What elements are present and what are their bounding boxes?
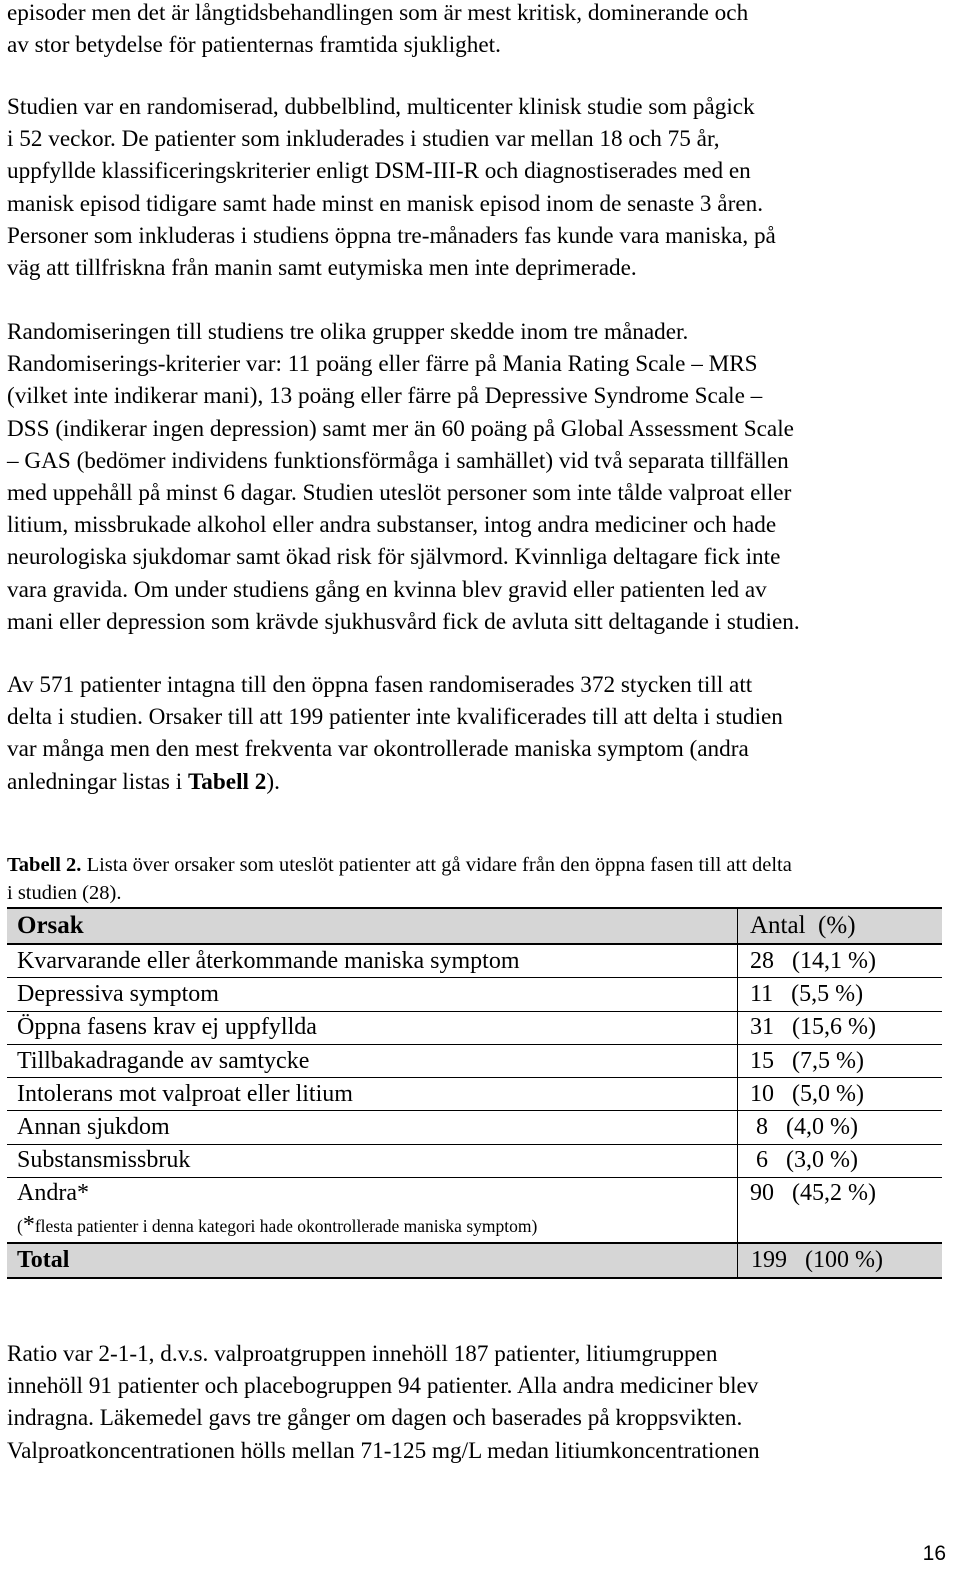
text-line: väg att tillfriskna från manin samt eutymiska men inte deprimerade. (7, 255, 637, 282)
table-row (7, 1044, 942, 1077)
caption-line: i studien (28). (7, 882, 122, 904)
cell-reason: Substansmissbruk (7, 1144, 738, 1177)
text-line: episoder men det är långtidsbehandlingen som är mest kritisk, dominerande och (7, 0, 749, 26)
cell-count: 6 (3,0 %) (738, 1144, 943, 1177)
note-paren: ( (17, 1216, 23, 1237)
text-line (7, 766, 957, 798)
note-asterisk: * (22, 1212, 35, 1239)
text-line: vara gravida. Om under studiens gång en kvinna blev gravid eller patienten led av (7, 576, 767, 603)
text-line: (vilket inte indikerar mani), 13 poäng eller färre på Depressive Syndrome Scale – (7, 383, 763, 410)
cell-count: 90 (45,2 %) (750, 1180, 876, 1207)
text-line: DSS (indikerar ingen depression) samt mer än 60 poäng på Global Assessment Scale (7, 415, 794, 442)
cell-reason: Andra* (7, 1178, 738, 1213)
paragraph-intro (7, 0, 957, 61)
exclusion-reasons-table (7, 907, 942, 1279)
cell-reason: Kvarvarande eller återkommande maniska symptom (7, 944, 738, 978)
cell-count: 10 (5,0 %) (738, 1078, 943, 1111)
cell-total-label: Total (7, 1243, 738, 1278)
text-line: med uppehåll på minst 6 dagar. Studien uteslöt personer som inte tålde valproat eller (7, 480, 792, 507)
text-line: Ratio var 2-1-1, d.v.s. valproatgruppen innehöll 187 patienter, litiumgruppen (7, 1341, 718, 1367)
paragraph-ratio (7, 1338, 957, 1467)
text-line: uppfyllde klassificeringskriterier enligt DSM-III-R och diagnostiserades med en (7, 158, 751, 185)
text-line: Studien var en randomiserad, dubbelblind, multicenter klinisk studie som pågick (7, 94, 755, 120)
text-line: Av 571 patienter intagna till den öppna fasen randomiserades 372 stycken till att (7, 672, 753, 698)
text-line: mani eller depression som krävde sjukhusvård fick de avluta sitt deltagande i studien. (7, 608, 800, 635)
paragraph-patient-numbers (7, 669, 957, 798)
text-line: indragna. Läkemedel gavs tre gånger om dagen och baserades på kroppsvikten. (7, 1405, 743, 1432)
cell-count: 31 (15,6 %) (738, 1011, 943, 1044)
header-reason: Orsak (7, 908, 738, 944)
table-row (7, 1011, 942, 1044)
text-line: var många men den mest frekventa var okontrollerade maniska symptom (andra (7, 736, 749, 763)
text-line: Valproatkoncentrationen hölls mellan 71-125 mg/L medan litiumkoncentrationen (7, 1437, 760, 1464)
text-line: Randomiseringen till studiens tre olika grupper skedde inom tre månader. (7, 319, 689, 345)
table-note-row (7, 1212, 942, 1243)
table-reference: Tabell 2 (187, 768, 267, 795)
cell-note (7, 1212, 738, 1243)
paragraph-randomization (7, 316, 957, 638)
caption-text: Lista över orsaker som uteslöt patienter att gå vidare från den öppna fasen till att delta (81, 854, 792, 876)
table-row (7, 944, 942, 978)
text-line: – GAS (bedömer individens funktionsförmåga i samhället) vid två separata tillfällen (7, 447, 789, 474)
cell-reason: Öppna fasens krav ej uppfyllda (7, 1011, 738, 1044)
table-header-row (7, 908, 942, 944)
text-fragment: anledningar listas i (7, 768, 188, 795)
text-line: delta i studien. Orsaker till att 199 patienter inte kvalificerades till att delta i studien (7, 704, 783, 731)
caption-line (7, 851, 947, 879)
table-row (7, 1078, 942, 1111)
cell-empty (738, 1212, 943, 1243)
cell-count: 11 (5,5 %) (738, 978, 943, 1011)
text-line: av stor betydelse för patienternas framtida sjuklighet. (7, 32, 501, 59)
cell-count: 28 (14,1 %) (738, 944, 943, 978)
page-number: 16 (922, 1542, 946, 1565)
paragraph-study-design (7, 91, 957, 284)
table-row (7, 1111, 942, 1144)
caption-label: Tabell 2. (7, 854, 82, 876)
cell-reason: Intolerans mot valproat eller litium (7, 1078, 738, 1111)
text-line: Personer som inkluderas i studiens öppna tre-månaders fas kunde vara maniska, på (7, 222, 776, 249)
cell-count: 15 (7,5 %) (738, 1044, 943, 1077)
table-row (7, 1144, 942, 1177)
table-total-row (7, 1243, 942, 1278)
text-line: neurologiska sjukdomar samt ökad risk för självmord. Kvinnliga deltagare fick inte (7, 544, 781, 571)
table-row-other (7, 1178, 942, 1213)
note-text: flesta patienter i denna kategori hade okontrollerade maniska symptom) (34, 1216, 538, 1237)
text-line: Randomiserings-kriterier var: 11 poäng eller färre på Mania Rating Scale – MRS (7, 351, 758, 378)
cell-count: 8 (4,0 %) (738, 1111, 943, 1144)
table-row (7, 978, 942, 1011)
text-line: innehöll 91 patienter och placebogruppen 94 patienter. Alla andra mediciner blev (7, 1373, 759, 1400)
text-line: i 52 veckor. De patienter som inkluderades i studien var mellan 18 och 75 år, (7, 126, 720, 153)
text-line: manisk episod tidigare samt hade minst en manisk episod inom de senaste 3 åren. (7, 190, 764, 217)
table-caption (7, 851, 947, 907)
cell-reason: Annan sjukdom (7, 1111, 738, 1144)
cell-reason: Tillbakadragande av samtycke (7, 1044, 738, 1077)
text-fragment: ). (266, 768, 280, 795)
header-count: Antal (%) (738, 908, 943, 944)
text-line: litium, missbrukade alkohol eller andra substanser, intog andra mediciner och hade (7, 512, 777, 539)
cell-total-count: 199 (100 %) (738, 1243, 943, 1278)
cell-reason: Depressiva symptom (7, 978, 738, 1011)
